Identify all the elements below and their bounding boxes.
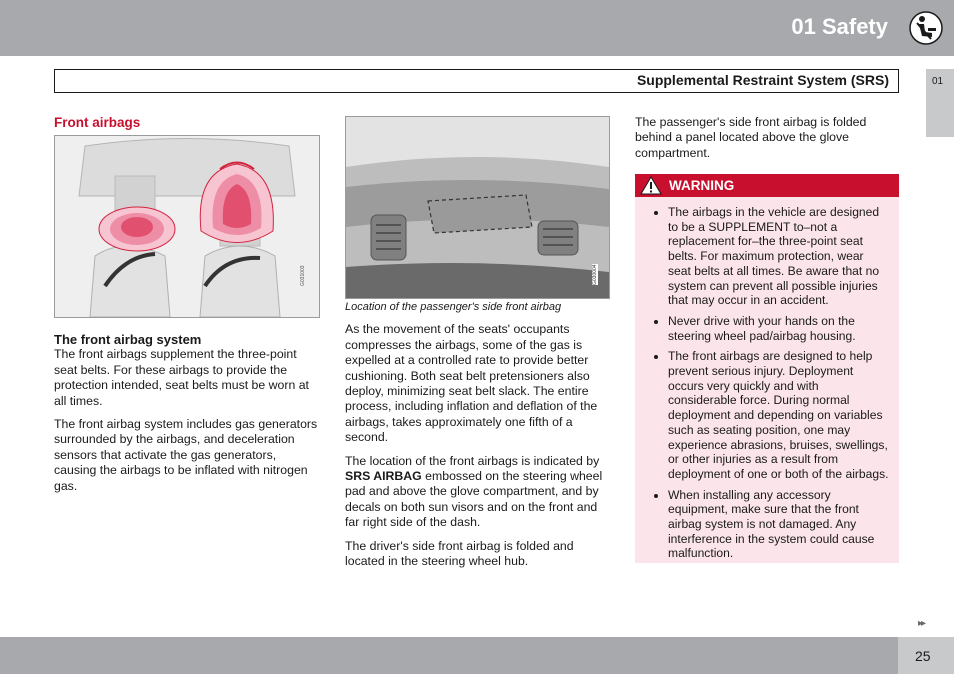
footer-bar xyxy=(0,637,898,674)
paragraph-text: embossed on the steering wheel pad and above the glove compartment, and by decals on both sun visors and on the front and far right side of the dash. xyxy=(345,469,603,530)
figure-code: G030004 xyxy=(592,264,598,285)
page-number-box xyxy=(898,637,954,674)
warning-item: • When installing any accessory equipment, make sure that the front airbag system is not damaged. Any interference in the system could cause malfunction. xyxy=(668,488,889,562)
paragraph: As the movement of the seats' occupants compresses the airbags, some of the gas is expelled at a controlled rate to provide better cushioning. Both seat belt pretensioners also deploy, minimizing seat belt slack. The entire process, including inflation and deflation of the airbags, takes approximately one fifth of a second. xyxy=(345,322,598,445)
paragraph: The front airbags supplement the three-point seat belts. For these airbags to provide the protection intended, seat belts must be worn at all times. xyxy=(54,347,309,408)
warning-item: • The front airbags are designed to help prevent serious injury. Deployment occurs very quickly and with considerable force. During normal deployment and depending on variables such as seating position, one may experience abrasions, bruises, swellings, or other injuries as a result from deployment of one or both of the airbags. xyxy=(668,349,889,481)
seat-belt-safety-icon xyxy=(898,0,954,56)
warning-triangle-icon xyxy=(640,176,662,195)
warning-item: • Never drive with your hands on the steering wheel pad/airbag housing. xyxy=(668,314,889,343)
front-airbags-heading: Front airbags xyxy=(54,115,141,130)
section-title-box xyxy=(54,69,899,93)
warning-body xyxy=(635,197,899,563)
column-3-text xyxy=(635,115,899,169)
page-number: 25 xyxy=(915,648,931,664)
figure-caption: Location of the passenger's side front airbag xyxy=(345,301,562,313)
paragraph: The driver's side front airbag is folded and located in the steering wheel hub. xyxy=(345,538,574,569)
section-title: Supplemental Restraint System (SRS) xyxy=(636,72,889,88)
warning-title: WARNING xyxy=(669,178,735,193)
warning-header xyxy=(635,174,899,197)
paragraph: The passenger's side front airbag is folded behind a panel located above the glove compartment. xyxy=(635,115,867,160)
next-page-arrows-icon: ▸▸ xyxy=(918,618,925,629)
paragraph: The front airbag system includes gas generators surrounded by the airbags, and deceleration sensors that activate the gas generators, causing the airbags to be inflated with nitrogen gas. xyxy=(54,417,318,493)
figure-code: G031003 xyxy=(300,265,306,286)
column-1 xyxy=(54,115,320,130)
column-1-text xyxy=(54,332,320,502)
chapter-side-tab xyxy=(926,69,954,137)
front-airbag-system-subheading: The front airbag system xyxy=(54,332,202,347)
side-tab-label: 01 xyxy=(932,76,944,87)
airbag-inflation-illustration xyxy=(54,135,320,318)
paragraph-text: The location of the front airbags is indicated by xyxy=(345,453,600,468)
srs-airbag-label: SRS AIRBAG xyxy=(345,469,422,484)
passenger-airbag-location-photo xyxy=(345,116,610,299)
paragraph xyxy=(345,454,610,531)
warning-item: • The airbags in the vehicle are designed to be a SUPPLEMENT to–not a replacement for–the three-point seat belts. For maximum protection, wear seat belts at all times. Be aware that no system can prevent all possible injuries that may occur in an accident. xyxy=(668,205,889,308)
column-2-text xyxy=(345,300,610,578)
header-bar xyxy=(0,0,954,56)
warning-list xyxy=(635,197,899,561)
chapter-title: 01 Safety xyxy=(791,14,888,39)
